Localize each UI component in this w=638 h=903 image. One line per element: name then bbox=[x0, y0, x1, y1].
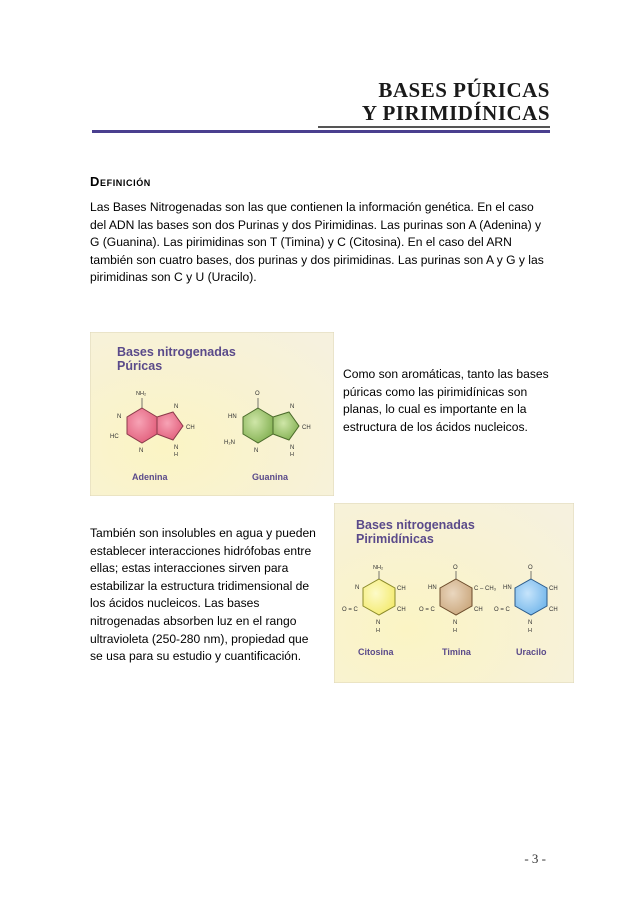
svg-text:N: N bbox=[355, 585, 360, 591]
svg-text:N: N bbox=[139, 448, 144, 454]
svg-text:NH₂: NH₂ bbox=[373, 565, 384, 571]
svg-text:CH: CH bbox=[474, 607, 483, 613]
citosina-label: Citosina bbox=[358, 647, 394, 657]
pyrimidine-title-line1: Bases nitrogenadas bbox=[356, 518, 475, 532]
svg-text:H: H bbox=[528, 628, 532, 634]
purine-title-line1: Bases nitrogenadas bbox=[117, 345, 236, 359]
svg-text:O: O bbox=[453, 565, 458, 571]
guanina-label: Guanina bbox=[252, 472, 289, 482]
svg-text:H: H bbox=[453, 628, 457, 634]
svg-text:CH: CH bbox=[302, 425, 311, 431]
svg-text:N: N bbox=[290, 404, 295, 410]
svg-text:CH: CH bbox=[397, 607, 406, 613]
svg-text:CH: CH bbox=[549, 586, 558, 592]
svg-text:H: H bbox=[290, 452, 294, 458]
pyrimidine-figure bbox=[334, 503, 574, 683]
properties-note: También son insolubles en agua y pueden establecer interacciones hidrófobas entre ellas; estas interacciones sirven para estabilizar la estructura tridimensional de los ácidos nucleicos. Las bases nitrogenadas absorben luz en el rango ultravioleta (250-280 nm), propiedad que se usa para su estudio y cuantificación. bbox=[90, 526, 316, 664]
section-heading: Definición bbox=[90, 174, 151, 189]
svg-text:N: N bbox=[290, 445, 295, 451]
page-title-line2: Y PIRIMIDÍNICAS bbox=[361, 101, 550, 125]
definition-paragraph: Las Bases Nitrogenadas son las que contienen la información genética. En el caso del ADN las bases son dos Purinas y dos Pirimidinas. Las purinas son A (Adenina) y G (Guanina). Las pirimidinas son T (Timina) y C (Citosina). En el caso del ARN también son cuatro bases, dos purinas y dos pirimidinas. Las purinas son A y G y las pirimidinas son C y U (Uracilo). bbox=[90, 200, 544, 285]
title-divider bbox=[318, 126, 550, 128]
svg-text:CH: CH bbox=[186, 425, 195, 431]
svg-text:N: N bbox=[528, 620, 533, 626]
svg-text:H₂N: H₂N bbox=[224, 440, 235, 446]
svg-text:O: O bbox=[528, 565, 533, 571]
svg-text:O = C: O = C bbox=[419, 607, 435, 613]
svg-text:HN: HN bbox=[228, 414, 237, 420]
aromatic-note: Como son aromáticas, tanto las bases púricas como las pirimidínicas son planas, lo cual es importante en la estructura de los ácidos nucleicos. bbox=[343, 367, 549, 434]
svg-text:HN: HN bbox=[503, 585, 512, 591]
svg-text:HC: HC bbox=[110, 434, 119, 440]
pyrimidine-title-line2: Pirimidínicas bbox=[356, 532, 434, 546]
svg-text:N: N bbox=[376, 620, 381, 626]
svg-text:O = C: O = C bbox=[494, 607, 510, 613]
svg-text:CH: CH bbox=[549, 607, 558, 613]
svg-text:N: N bbox=[117, 414, 122, 420]
svg-text:HN: HN bbox=[428, 585, 437, 591]
svg-text:C – CH₃: C – CH₃ bbox=[474, 586, 497, 592]
purine-figure bbox=[90, 332, 334, 496]
page-title-line1: BASES PÚRICAS bbox=[378, 78, 550, 102]
page-number: - 3 - bbox=[524, 851, 546, 866]
svg-text:N: N bbox=[254, 448, 259, 454]
timina-label: Timina bbox=[442, 647, 471, 657]
adenina-label: Adenina bbox=[132, 472, 168, 482]
svg-text:H: H bbox=[376, 628, 380, 634]
uracilo-label: Uracilo bbox=[516, 647, 547, 657]
svg-text:N: N bbox=[174, 445, 179, 451]
svg-text:O: O bbox=[255, 391, 260, 397]
svg-text:CH: CH bbox=[397, 586, 406, 592]
adenina-nh2: NH₂ bbox=[136, 391, 147, 397]
svg-text:O = C: O = C bbox=[342, 607, 358, 613]
purine-title-line2: Púricas bbox=[117, 359, 163, 373]
svg-text:N: N bbox=[453, 620, 458, 626]
title-divider-accent bbox=[92, 130, 550, 133]
svg-text:H: H bbox=[174, 452, 178, 458]
svg-text:N: N bbox=[174, 404, 179, 410]
